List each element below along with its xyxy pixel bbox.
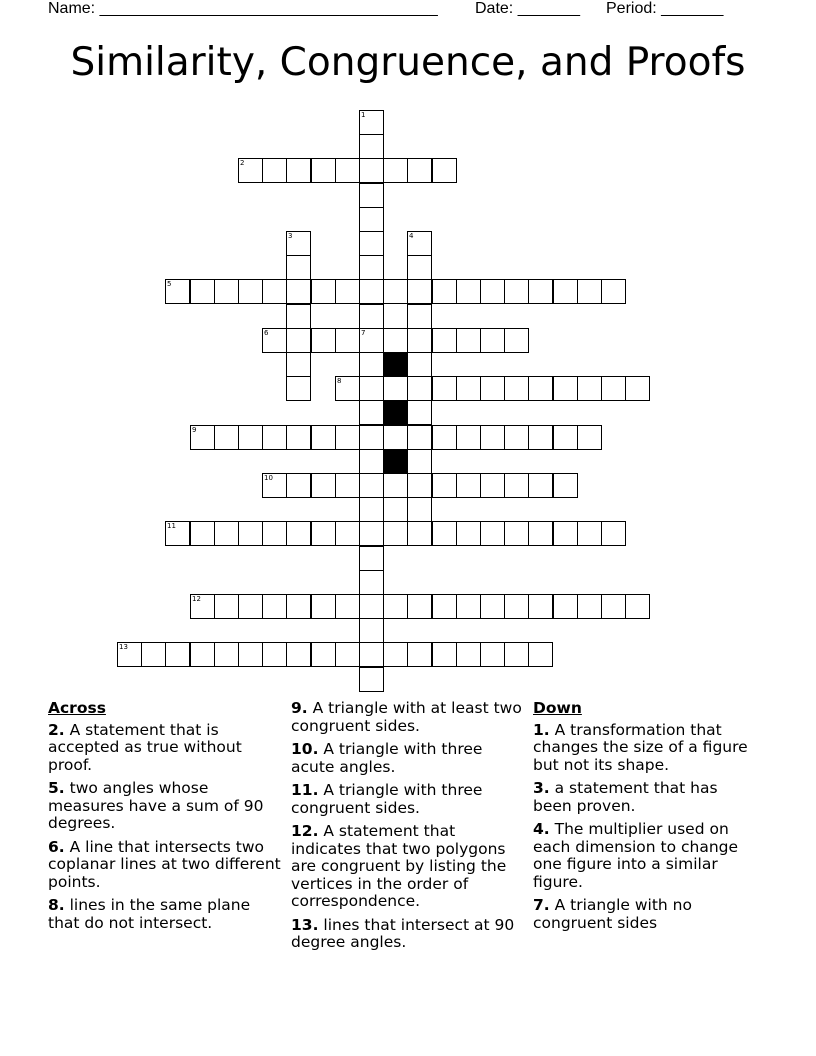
grid-cell[interactable] <box>262 158 287 183</box>
clue-number: 3 <box>288 232 293 240</box>
grid-cell[interactable] <box>141 642 166 667</box>
grid-cell[interactable] <box>262 521 287 546</box>
grid-cell[interactable] <box>407 279 432 304</box>
grid-cell[interactable] <box>238 279 263 304</box>
clue-number: 6 <box>264 329 269 337</box>
grid-cell[interactable] <box>504 376 529 401</box>
grid-cell[interactable] <box>286 158 311 183</box>
grid-cell[interactable] <box>359 667 384 692</box>
grid-cell[interactable] <box>601 594 626 619</box>
grid-cell[interactable] <box>432 279 457 304</box>
grid-cell[interactable] <box>553 594 578 619</box>
grid-cell[interactable] <box>311 473 336 498</box>
grid-cell[interactable] <box>335 158 360 183</box>
grid-cell[interactable] <box>577 279 602 304</box>
grid-cell[interactable] <box>553 376 578 401</box>
grid-cell[interactable] <box>311 279 336 304</box>
grid-cell[interactable] <box>528 279 553 304</box>
grid-cell[interactable] <box>311 158 336 183</box>
grid-cell[interactable] <box>601 521 626 546</box>
grid-cell[interactable] <box>286 473 311 498</box>
grid-cell[interactable] <box>335 594 360 619</box>
grid-cell[interactable] <box>504 328 529 353</box>
grid-cell[interactable] <box>480 594 505 619</box>
grid-cell[interactable] <box>286 521 311 546</box>
grid-cell[interactable] <box>190 594 215 619</box>
grid-cell[interactable] <box>553 521 578 546</box>
grid-cell[interactable] <box>311 425 336 450</box>
grid-cell[interactable] <box>504 642 529 667</box>
grid-cell[interactable] <box>165 642 190 667</box>
grid-cell[interactable] <box>359 594 384 619</box>
grid-cell[interactable] <box>577 594 602 619</box>
grid-cell[interactable] <box>528 594 553 619</box>
grid-cell[interactable] <box>359 110 384 135</box>
grid-cell[interactable] <box>359 183 384 208</box>
clue-across-12: 12. A statement that indicates that two polygons are congruent by listing the vertices in the order of correspondence. <box>291 822 507 910</box>
grid-cell[interactable] <box>262 473 287 498</box>
grid-cell[interactable] <box>238 425 263 450</box>
grid-cell[interactable] <box>383 642 408 667</box>
grid-cell[interactable] <box>165 279 190 304</box>
black-cell <box>383 400 408 425</box>
grid-cell[interactable] <box>238 594 263 619</box>
grid-cell[interactable] <box>190 425 215 450</box>
grid-cell[interactable] <box>311 328 336 353</box>
grid-cell[interactable] <box>480 473 505 498</box>
grid-cell[interactable] <box>359 255 384 280</box>
grid-cell[interactable] <box>311 521 336 546</box>
grid-cell[interactable] <box>480 642 505 667</box>
grid-cell[interactable] <box>601 279 626 304</box>
grid-cell[interactable] <box>262 279 287 304</box>
grid-cell[interactable] <box>214 521 239 546</box>
grid-cell[interactable] <box>286 352 311 377</box>
grid-cell[interactable] <box>432 473 457 498</box>
grid-cell[interactable] <box>432 594 457 619</box>
grid-cell[interactable] <box>311 642 336 667</box>
grid-cell[interactable] <box>359 352 384 377</box>
grid-cell[interactable] <box>335 521 360 546</box>
grid-cell[interactable] <box>286 328 311 353</box>
clue-across-13: 13. lines that intersect at 90 degree angles. <box>291 915 515 951</box>
clue-number: 8 <box>337 377 342 385</box>
grid-cell[interactable] <box>359 497 384 522</box>
grid-cell[interactable] <box>359 328 384 353</box>
grid-cell[interactable] <box>528 376 553 401</box>
clue-down-1: 1. A transformation that changes the size of a figure but not its shape. <box>533 720 748 774</box>
clue-number: 5 <box>167 280 172 288</box>
grid-cell[interactable] <box>359 376 384 401</box>
grid-cell[interactable] <box>480 279 505 304</box>
grid-cell[interactable] <box>407 376 432 401</box>
grid-cell[interactable] <box>286 376 311 401</box>
grid-cell[interactable] <box>383 376 408 401</box>
clue-down-4: 4. The multiplier used on each dimension to change one figure into a similar figure. <box>533 820 739 891</box>
grid-cell[interactable] <box>432 521 457 546</box>
grid-cell[interactable] <box>480 328 505 353</box>
grid-cell[interactable] <box>359 134 384 159</box>
grid-cell[interactable] <box>238 158 263 183</box>
grid-cell[interactable] <box>359 425 384 450</box>
grid-cell[interactable] <box>286 255 311 280</box>
clue-across-10: 10. A triangle with three acute angles. <box>291 740 483 776</box>
grid-cell[interactable] <box>456 376 481 401</box>
grid-cell[interactable] <box>504 594 529 619</box>
grid-cell[interactable] <box>190 521 215 546</box>
grid-cell[interactable] <box>383 328 408 353</box>
grid-cell[interactable] <box>359 473 384 498</box>
grid-cell[interactable] <box>165 521 190 546</box>
grid-cell[interactable] <box>432 158 457 183</box>
grid-cell[interactable] <box>335 425 360 450</box>
grid-cell[interactable] <box>286 425 311 450</box>
grid-cell[interactable] <box>407 642 432 667</box>
grid-cell[interactable] <box>625 594 650 619</box>
grid-cell[interactable] <box>577 376 602 401</box>
clue-number: 12 <box>192 595 201 603</box>
page-title: Similarity, Congruence, and Proofs <box>70 40 746 85</box>
grid-cell[interactable] <box>214 594 239 619</box>
grid-cell[interactable] <box>335 473 360 498</box>
grid-cell[interactable] <box>480 425 505 450</box>
period-field[interactable]: Period: _______ <box>606 0 724 17</box>
grid-cell[interactable] <box>456 642 481 667</box>
grid-cell[interactable] <box>262 425 287 450</box>
grid-cell[interactable] <box>359 231 384 256</box>
grid-cell[interactable] <box>504 473 529 498</box>
down-heading: Down <box>533 699 582 717</box>
grid-cell[interactable] <box>407 400 432 425</box>
grid-cell[interactable] <box>407 449 432 474</box>
grid-cell[interactable] <box>262 594 287 619</box>
grid-cell[interactable] <box>456 328 481 353</box>
grid-cell[interactable] <box>625 376 650 401</box>
grid-cell[interactable] <box>359 570 384 595</box>
grid-cell[interactable] <box>456 521 481 546</box>
grid-cell[interactable] <box>407 425 432 450</box>
grid-cell[interactable] <box>528 642 553 667</box>
grid-cell[interactable] <box>383 425 408 450</box>
clue-number: 10 <box>264 474 273 482</box>
clue-across-5: 5. two angles whose measures have a sum of 90 degrees. <box>48 779 264 832</box>
grid-cell[interactable] <box>383 521 408 546</box>
grid-cell[interactable] <box>504 279 529 304</box>
grid-cell[interactable] <box>190 279 215 304</box>
clue-number: 11 <box>167 522 176 530</box>
grid-cell[interactable] <box>432 376 457 401</box>
grid-cell[interactable] <box>359 158 384 183</box>
clue-number: 4 <box>409 232 414 240</box>
grid-cell[interactable] <box>286 279 311 304</box>
grid-cell[interactable] <box>407 473 432 498</box>
grid-cell[interactable] <box>214 425 239 450</box>
grid-cell[interactable] <box>577 425 602 450</box>
grid-cell[interactable] <box>214 279 239 304</box>
grid-cell[interactable] <box>359 618 384 643</box>
grid-cell[interactable] <box>456 425 481 450</box>
clue-down-3: 3. a statement that has been proven. <box>533 779 718 815</box>
grid-cell[interactable] <box>553 279 578 304</box>
grid-cell[interactable] <box>214 642 239 667</box>
grid-cell[interactable] <box>286 304 311 329</box>
clue-across-9: 9. A triangle with at least two congruent sides. <box>291 699 522 735</box>
clues-column-2 <box>291 700 526 958</box>
grid-cell[interactable] <box>359 546 384 571</box>
name-field[interactable]: Name: ______________________________________ <box>48 0 438 17</box>
grid-cell[interactable] <box>262 328 287 353</box>
grid-cell[interactable] <box>383 594 408 619</box>
grid-cell[interactable] <box>238 642 263 667</box>
black-cell <box>383 449 408 474</box>
grid-cell[interactable] <box>407 304 432 329</box>
grid-cell[interactable] <box>407 231 432 256</box>
grid-cell[interactable] <box>407 521 432 546</box>
grid-cell[interactable] <box>286 642 311 667</box>
clue-across-6: 6. A line that intersects two coplanar lines at two different points. <box>48 837 281 891</box>
grid-cell[interactable] <box>117 642 142 667</box>
clue-across-2: 2. A statement that is accepted as true without proof. <box>48 720 242 774</box>
grid-cell[interactable] <box>407 352 432 377</box>
clue-down-7: 7. A triangle with no congruent sides <box>533 896 692 932</box>
grid-cell[interactable] <box>432 642 457 667</box>
across-heading: Across <box>48 699 106 717</box>
grid-cell[interactable] <box>359 642 384 667</box>
grid-cell[interactable] <box>480 376 505 401</box>
grid-cell[interactable] <box>407 594 432 619</box>
grid-cell[interactable] <box>359 279 384 304</box>
grid-cell[interactable] <box>238 521 263 546</box>
grid-cell[interactable] <box>456 473 481 498</box>
grid-cell[interactable] <box>383 158 408 183</box>
grid-cell[interactable] <box>528 521 553 546</box>
grid-cell[interactable] <box>577 521 602 546</box>
clue-number: 1 <box>361 111 366 119</box>
grid-cell[interactable] <box>504 521 529 546</box>
grid-cell[interactable] <box>359 304 384 329</box>
grid-cell[interactable] <box>262 642 287 667</box>
grid-cell[interactable] <box>286 231 311 256</box>
grid-cell[interactable] <box>383 473 408 498</box>
clue-number: 2 <box>240 159 245 167</box>
grid-cell[interactable] <box>456 279 481 304</box>
date-field[interactable]: Date: _______ <box>475 0 580 17</box>
clues-column-1 <box>48 700 283 938</box>
grid-cell[interactable] <box>480 521 505 546</box>
grid-cell[interactable] <box>528 473 553 498</box>
clue-number: 9 <box>192 426 197 434</box>
grid-cell[interactable] <box>335 642 360 667</box>
grid-cell[interactable] <box>383 279 408 304</box>
clue-across-8: 8. lines in the same plane that do not intersect. <box>48 896 251 932</box>
grid-cell[interactable] <box>504 425 529 450</box>
grid-cell[interactable] <box>432 425 457 450</box>
grid-cell[interactable] <box>407 158 432 183</box>
grid-cell[interactable] <box>407 328 432 353</box>
clues-column-3 <box>533 700 758 938</box>
clue-across-11: 11. A triangle with three congruent sides. <box>291 781 483 817</box>
grid-cell[interactable] <box>359 207 384 232</box>
grid-cell[interactable] <box>601 376 626 401</box>
grid-cell[interactable] <box>528 425 553 450</box>
grid-cell[interactable] <box>553 473 578 498</box>
clue-number: 13 <box>119 643 128 651</box>
grid-cell[interactable] <box>456 594 481 619</box>
grid-cell[interactable] <box>359 400 384 425</box>
grid-cell[interactable] <box>311 594 336 619</box>
grid-cell[interactable] <box>553 425 578 450</box>
grid-cell[interactable] <box>190 642 215 667</box>
grid-cell[interactable] <box>407 497 432 522</box>
clue-number: 7 <box>361 329 366 337</box>
grid-cell[interactable] <box>432 328 457 353</box>
black-cell <box>383 352 408 377</box>
grid-cell[interactable] <box>335 328 360 353</box>
grid-cell[interactable] <box>335 279 360 304</box>
grid-cell[interactable] <box>359 521 384 546</box>
grid-cell[interactable] <box>335 376 360 401</box>
grid-cell[interactable] <box>286 594 311 619</box>
grid-cell[interactable] <box>407 255 432 280</box>
grid-cell[interactable] <box>359 449 384 474</box>
